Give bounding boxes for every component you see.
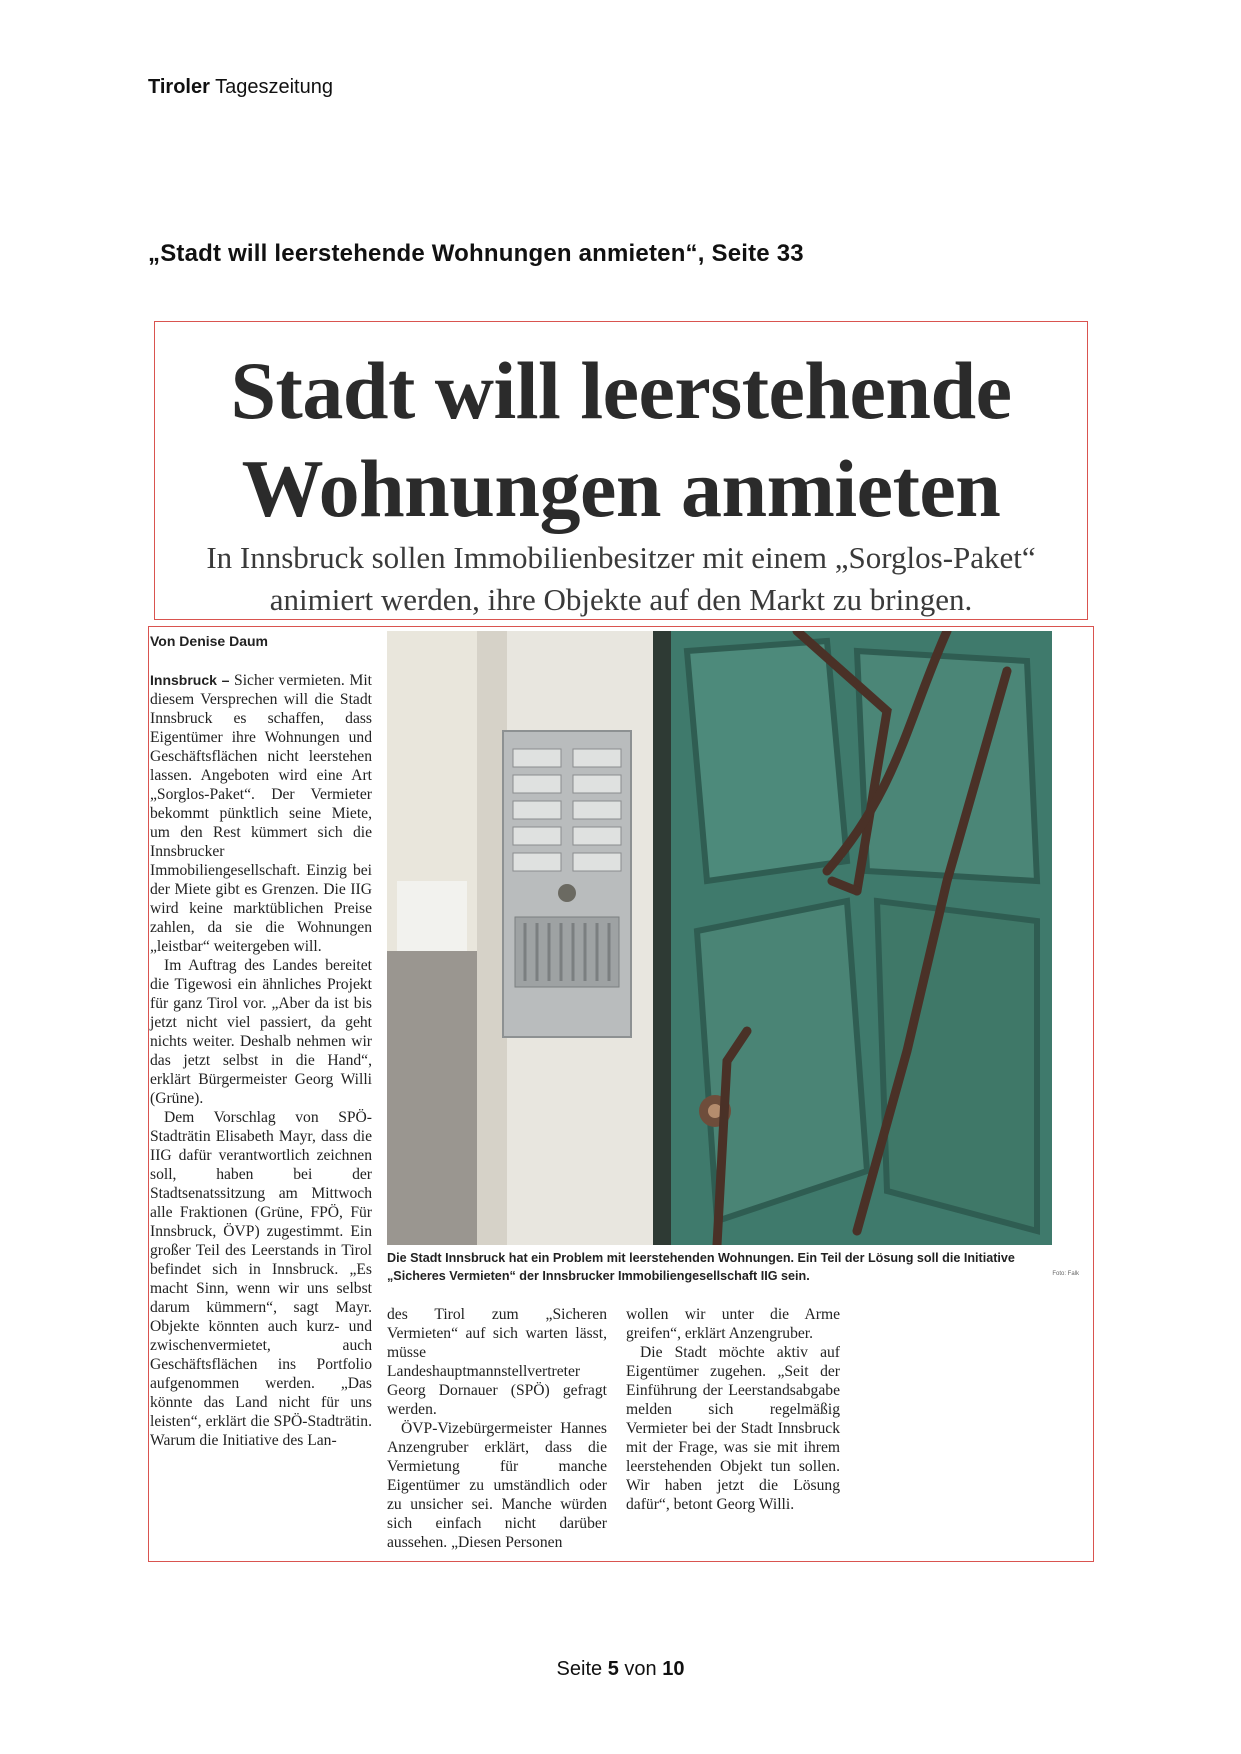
- photo-caption: Die Stadt Innsbruck hat ein Problem mit leerstehenden Wohnungen. Ein Teil der Lösung soll die Initiative „Sicheres Vermieten“ der Innsbrucker Immobiliengesellschaft IIG sein.: [387, 1251, 1015, 1283]
- article-column-1: Innsbruck – Sicher vermieten. Mit diesem Versprechen will die Stadt Innsbruck es schaffen, dass Eigentümer ihre Wohnungen und Geschäftsflächen nicht leerstehen lassen. Angeboten wird eine Art „Sorglos-Paket“. Der Vermieter bekommt pünktlich seine Miete, um den Rest kümmert sich die Innsbrucker Immobiliengesellschaft. Einzig bei der Miete gibt es Grenzen. Die IIG wird keine marktüblichen Preise zahlen, da sie die Wohnungen „leistbar“ weitergeben will. Im Auftrag des Landes bereitet die Tigewosi ein ähnliches Projekt für ganz Tirol vor. „Aber da ist bis jetzt nicht viel passiert, da geht nichts weiter. Deshalb nehmen wir das jetzt selbst in die Hand“, erklärt Bürgermeister Georg Willi (Grüne). Dem Vorschlag von SPÖ-Stadträtin Elisabeth Mayr, dass die IIG dafür verantwortlich zeichnen soll, haben bei der Stadtsenatssitzung am Mittwoch alle Fraktionen (Grüne, FPÖ, Für Innsbruck, ÖVP) zugestimmt. Ein großer Teil des Leerstands in Tirol befindet sich in Innsbruck. „Es macht Sinn, wenn wir uns selbst darum kümmern“, sagt Mayr. Objekte könnten auch kurz- und zwischenvermietet, auch Geschäftsflächen ins Portfolio aufgenommen werden. „Das könnte das Land nicht für uns leisten“, erklärt die SPÖ-Stadträtin. Warum die Initiative des Lan-: [150, 672, 372, 1449]
- article-head-clipping: [154, 321, 1088, 620]
- article-column-3: wollen wir unter die Arme greifen“, erklärt Anzengruber. Die Stadt möchte aktiv auf Eigentümer zugehen. „Seit der Einführung der Leerstandsabgabe melden sich regelmäßig Vermieter bei der Stadt Innsbruck mit der Frage, was sie mit ihrem leerstehenden Objekt tun sollen. Wir haben jetzt die Lösung dafür“, betont Georg Willi.: [626, 1306, 840, 1513]
- intercom-panel: [503, 731, 631, 1037]
- photo-credit: Foto: Falk: [1052, 1271, 1079, 1277]
- page-number: Seite 5 von 10: [556, 1658, 685, 1680]
- article-photo: [387, 631, 1052, 1245]
- article-author: Von Denise Daum: [150, 633, 268, 649]
- article-headline: Stadt will leerstehende Wohnungen anmieten: [230, 345, 1012, 534]
- publication-name: Tiroler Tageszeitung: [148, 76, 333, 98]
- article-body-clipping: [148, 626, 1094, 1562]
- document-title: „Stadt will leerstehende Wohnungen anmieten“, Seite 33: [148, 240, 804, 267]
- article-column-2: des Tirol zum „Sicheren Vermieten“ auf sich warten lässt, müsse Landeshauptmannstellvertreter Georg Dornauer (SPÖ) gefragt werden. ÖVP-Vizebürgermeister Hannes Anzengruber erklärt, dass die Vermietung für manche Eigentümer zu umständlich oder zu unsicher sei. Manche würden sich einfach nicht darüber aussehen. „Diesen Personen: [387, 1306, 607, 1551]
- article-subheadline: In Innsbruck sollen Immobilienbesitzer mit einem „Sorglos-Paket“ animiert werden, ihre Objekte auf den Markt zu bringen.: [206, 540, 1036, 617]
- article-dateline: Innsbruck –: [150, 672, 230, 688]
